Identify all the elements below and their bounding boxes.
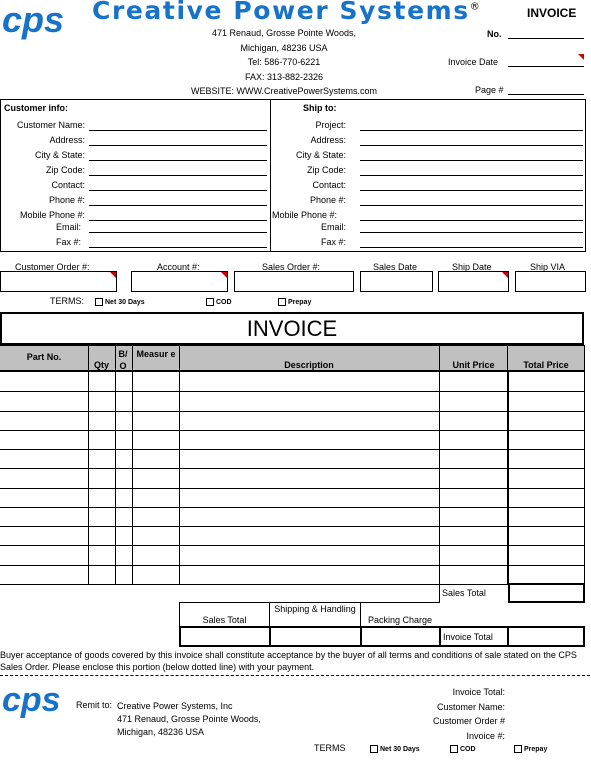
ship-fax-input[interactable] (360, 247, 583, 248)
account-marker (221, 272, 227, 278)
customer-field-label: Address: (49, 135, 85, 145)
summary-shipping-label: Shipping & Handling (274, 604, 356, 614)
sales-order-label: Sales Order #: (262, 262, 321, 272)
customer-info-title: Customer info: (4, 103, 68, 113)
page-field[interactable] (508, 94, 584, 95)
cps-logo-footer (2, 683, 74, 719)
summary-invoice-total-label: Invoice Total (443, 632, 493, 642)
table-col-line (132, 345, 133, 584)
company-name: Creative Power Systems® (92, 0, 482, 25)
table-row[interactable] (0, 468, 584, 469)
customer-contact-input[interactable] (89, 190, 267, 191)
summary-row-div-2 (360, 627, 362, 646)
ship-address-input[interactable] (360, 145, 583, 146)
table-row[interactable] (0, 391, 584, 392)
summary-shipping-field[interactable] (272, 628, 359, 645)
customer-city-input[interactable] (89, 160, 267, 161)
page-label: Page # (475, 85, 504, 95)
table-row[interactable] (0, 565, 584, 566)
customer-order-input[interactable] (0, 271, 117, 292)
table-col-line (88, 345, 89, 584)
ship-field-label: Mobile Phone #: (272, 210, 338, 220)
summary-invoice-total-field[interactable] (510, 628, 583, 645)
summary-sales-total-field[interactable] (181, 628, 268, 645)
ship-field-label: Fax #: (320, 237, 346, 247)
ship-field-label: City & State: (295, 150, 346, 160)
col-bo: B/ O (118, 349, 128, 371)
footer-net30-checkbox[interactable] (370, 745, 378, 753)
ship-field-label: Zip Code: (306, 165, 346, 175)
table-row[interactable] (0, 545, 584, 546)
footer-terms-label: TERMS (314, 743, 346, 753)
website: WEBSITE: WWW.CreativePowerSystems.com (190, 86, 378, 96)
ship-field-label: Contact: (312, 180, 346, 190)
summary-row-div-1 (269, 627, 271, 646)
table-sales-total-label: Sales Total (442, 588, 486, 598)
no-field[interactable] (508, 38, 584, 39)
terms-net30[interactable]: Net 30 Days (95, 298, 145, 306)
ship-date-marker (502, 272, 508, 278)
customer-field-label: Email: (55, 222, 81, 232)
summary-packing-field[interactable] (363, 628, 438, 645)
tel: Tel: 586-770-6221 (247, 57, 321, 67)
remit-address (117, 700, 261, 739)
customer-phone-input[interactable] (89, 205, 267, 206)
ship-via-label: Ship VIA (530, 262, 566, 272)
footer-customer-name: Customer Name: (436, 701, 505, 712)
table-row[interactable] (0, 526, 584, 527)
dotted-cut-line (0, 675, 590, 676)
company-address (180, 26, 388, 99)
registered-mark: ® (469, 1, 482, 13)
no-label: No. (487, 29, 502, 39)
cod-checkbox[interactable] (206, 298, 214, 306)
total-col-left-bold (507, 372, 509, 584)
table-sales-total-field[interactable] (508, 583, 585, 603)
account-input[interactable] (131, 271, 228, 292)
ship-project-input[interactable] (360, 130, 583, 131)
customer-field-label: City & State: (34, 150, 85, 160)
customer-field-label: Zip Code: (45, 165, 85, 175)
invoice-date-marker (578, 54, 584, 60)
customer-field-label: Contact: (51, 180, 85, 190)
ship-email-input[interactable] (360, 232, 583, 233)
customer-address-input[interactable] (89, 145, 267, 146)
ship-field-label: Phone #: (309, 195, 346, 205)
ship-mobile-input[interactable] (360, 220, 583, 221)
table-row[interactable] (0, 449, 584, 450)
summary-row-div-4 (507, 627, 509, 646)
customer-order-marker (110, 272, 116, 278)
col-measure: Measur e (136, 349, 176, 359)
footer-terms-cod[interactable]: COD (450, 745, 476, 753)
footer-cod-checkbox[interactable] (450, 745, 458, 753)
address-line2: Michigan, 48236 USA (240, 42, 328, 53)
table-row[interactable] (0, 507, 584, 508)
col-qty: Qty (93, 360, 109, 370)
col-total-price: Total Price (523, 360, 569, 370)
ship-zip-input[interactable] (360, 175, 583, 176)
invoice-date-label: Invoice Date (448, 57, 499, 67)
customer-name-input[interactable] (89, 130, 267, 131)
ship-field-label: Email: (320, 222, 346, 232)
ship-city-input[interactable] (360, 160, 583, 161)
remit-label: Remit to: (76, 700, 113, 710)
fax: FAX: 313-882-2326 (244, 71, 324, 82)
remit-line2: 471 Renaud, Grosse Pointe Woods, (117, 714, 261, 724)
cps-logo (2, 2, 76, 40)
ship-date-label: Ship Date (452, 262, 492, 272)
customer-zip-input[interactable] (89, 175, 267, 176)
remit-line1: Creative Power Systems, Inc (117, 701, 233, 711)
customer-fax-input[interactable] (89, 247, 267, 248)
logo-text-footer: cps (2, 683, 61, 719)
ship-field-label: Project: (315, 120, 346, 130)
ship-via-input[interactable] (515, 271, 586, 292)
table-col-line (115, 345, 116, 584)
footer-terms-prepay[interactable]: Prepay (514, 745, 547, 753)
summary-row-div-3 (439, 627, 441, 646)
terms-label: TERMS: (50, 296, 85, 306)
ship-contact-input[interactable] (360, 190, 583, 191)
doc-title: INVOICE (527, 6, 577, 20)
ship-to-title: Ship to: (303, 103, 337, 113)
customer-mobile-input[interactable] (89, 220, 267, 221)
table-row[interactable] (0, 430, 584, 431)
ship-field-label: Address: (310, 135, 346, 145)
col-unit-price: Unit Price (452, 360, 495, 370)
col-description: Description (284, 360, 334, 370)
footer-terms-net30[interactable]: Net 30 Days (370, 745, 420, 753)
col-part-no: Part No. (26, 352, 62, 362)
acceptance-notice: Buyer acceptance of goods covered by this invoice shall constitute acceptance by the buyer of all terms and conditions of sale stated on the CPS Sales Order. Please enclose this portion (below dotted line) with your payment. (0, 650, 577, 672)
sales-date-label: Sales Date (373, 262, 418, 272)
footer-invoice-no: Invoice #: (466, 730, 505, 741)
ship-phone-input[interactable] (360, 205, 583, 206)
customer-field-label: Fax #: (55, 237, 81, 247)
remit-line3: Michigan, 48236 USA (117, 727, 205, 737)
net30-checkbox[interactable] (95, 298, 103, 306)
account-label: Account #: (157, 262, 200, 272)
sales-date-input[interactable] (360, 271, 433, 292)
ship-date-input[interactable] (438, 271, 509, 292)
logo-text: cps (2, 2, 65, 40)
invoice-banner-title: INVOICE (246, 316, 338, 341)
footer-fields (380, 685, 505, 743)
address-line1: 471 Renaud, Grosse Pointe Woods, (212, 28, 356, 38)
footer-invoice-total: Invoice Total: (452, 687, 505, 697)
terms-cod[interactable]: COD (206, 298, 232, 306)
customer-field-label: Phone #: (48, 195, 85, 205)
customer-email-input[interactable] (89, 232, 267, 233)
table-col-line (179, 345, 180, 584)
footer-prepay-checkbox[interactable] (514, 745, 522, 753)
customer-order-label: Customer Order #: (15, 262, 90, 272)
table-row[interactable] (0, 411, 584, 412)
customer-field-label: Customer Name: (16, 120, 85, 130)
sales-order-input[interactable] (234, 271, 354, 292)
footer-customer-order: Customer Order # (432, 716, 505, 726)
terms-prepay[interactable]: Prepay (278, 298, 311, 306)
summary-sales-total-label: Sales Total (202, 615, 247, 625)
table-row[interactable] (0, 584, 584, 585)
invoice-date-field[interactable] (508, 66, 584, 67)
prepay-checkbox[interactable] (278, 298, 286, 306)
table-row[interactable] (0, 488, 584, 489)
table-col-line (584, 345, 585, 584)
customer-field-label: Mobile Phone #: (19, 210, 85, 220)
summary-packing-label: Packing Charge (367, 615, 433, 625)
